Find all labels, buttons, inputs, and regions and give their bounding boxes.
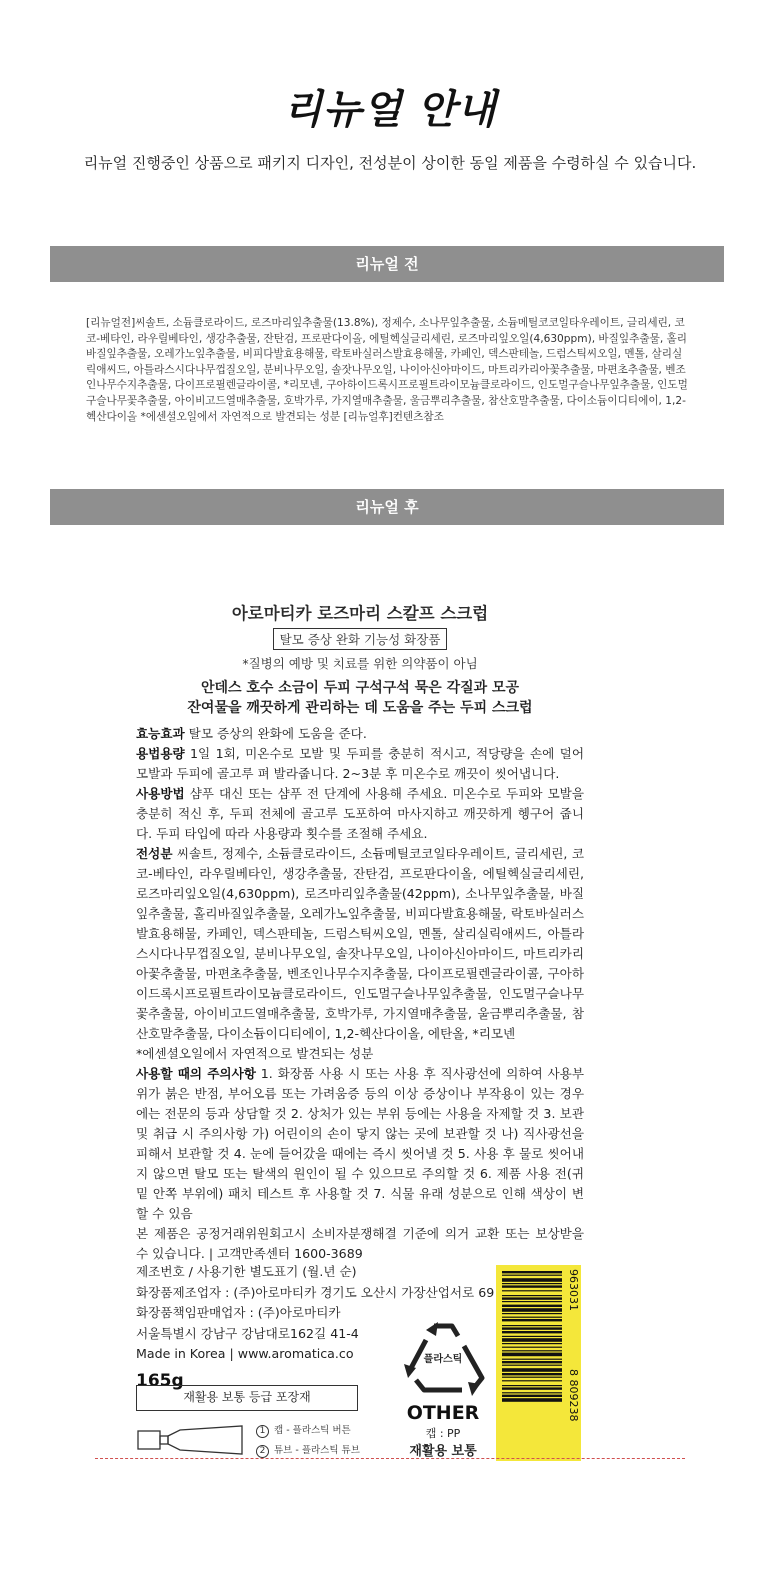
barcode-bar <box>502 1365 562 1366</box>
barcode-bar <box>502 1317 562 1318</box>
caution-title: 사용할 때의 주의사항 <box>136 1066 256 1081</box>
barcode-bar <box>502 1343 562 1344</box>
barcode <box>496 1265 581 1461</box>
essential-oil-note: *에센셜오일에서 자연적으로 발견되는 성분 <box>136 1046 374 1061</box>
barcode-bar <box>502 1327 562 1329</box>
ingredients-title: 전성분 <box>136 846 173 861</box>
effect-section <box>136 724 584 744</box>
barcode-bar <box>502 1325 562 1326</box>
lot-info: 제조번호 / 사용기한 별도표기 (월.년 순) <box>136 1264 357 1279</box>
medicine-note: *질병의 예방 및 치료를 위한 의약품이 아님 <box>242 656 478 671</box>
recycle-triangle-icon <box>398 1318 488 1396</box>
barcode-bar <box>502 1353 562 1357</box>
manufacturer-line: 화장품제조업자 : (주)아로마티카 경기도 오산시 가장산업서로 69 <box>136 1284 495 1300</box>
description-line-2: 잔여물을 깨끗하게 관리하는 데 도움을 주는 두피 스크럽 <box>187 700 533 716</box>
effect-text: 탈모 증상의 완화에 도움을 준다. <box>184 726 367 741</box>
usage-title: 사용방법 <box>136 786 185 801</box>
recycle-grade-box: 재활용 보통 등급 포장재 <box>136 1385 358 1411</box>
part-cap <box>256 1421 360 1441</box>
barcode-graphic <box>496 1265 581 1461</box>
functional-cosmetic-box: 탈모 증상 완화 기능성 화장품 <box>273 628 448 650</box>
net-weight: 165g <box>136 1370 184 1391</box>
part-1-number: 1 <box>256 1425 269 1438</box>
renewal-notice: 리뉴얼 진행중인 상품으로 패키지 디자인, 전성분이 상이한 동일 제품을 수령하실 수 있습니다. <box>83 154 697 172</box>
product-label <box>136 600 584 1264</box>
parts-list <box>256 1421 360 1461</box>
recycle-grade-label: 재활용 보통 <box>409 1444 477 1459</box>
dosage-title: 용법용량 <box>136 746 185 761</box>
recycle-other-label: OTHER <box>406 1402 480 1424</box>
dosage-section <box>136 744 584 784</box>
barcode-bar <box>502 1380 562 1381</box>
usage-text: 샴푸 대신 또는 샴푸 전 단계에 사용해 주세요. 미온수로 두피와 모발을 충분히 적신 후, 두피 전체에 골고루 도포하여 마사지하고 깨끗하게 헹구어 줍니다. 두피 타입에 따라 사용량과 횟수를 조절해 주세요. <box>136 786 584 841</box>
recycle-badge-text: 플라스틱 <box>423 1354 463 1365</box>
barcode-bar <box>502 1338 562 1342</box>
seller-line: 화장품책임판매업자 : (주)아로마티카 <box>136 1305 341 1320</box>
barcode-bar <box>502 1278 562 1282</box>
barcode-bar <box>502 1275 562 1276</box>
barcode-bar <box>502 1373 562 1375</box>
barcode-bar <box>502 1398 562 1402</box>
made-in-line: Made in Korea | www.aromatica.co <box>136 1346 354 1361</box>
before-renewal-bar: 리뉴얼 전 <box>50 246 724 282</box>
barcode-bar <box>502 1297 562 1299</box>
tube-icon <box>136 1424 246 1456</box>
barcode-bar <box>502 1308 562 1312</box>
barcode-bar <box>502 1283 562 1284</box>
compensation-text: 본 제품은 공정거래위원회고시 소비자분쟁해결 기준에 의거 교환 또는 보상받을 수 있습니다. | 고객만족센터 1600-3689 <box>136 1226 584 1261</box>
barcode-bar <box>502 1295 562 1296</box>
caution-section <box>136 1064 584 1224</box>
barcode-bar <box>502 1336 562 1337</box>
part-cap-text: 캡 - 플라스틱 버튼 <box>274 1425 351 1436</box>
barcode-bar <box>502 1395 562 1397</box>
caution-text: 1. 화장품 사용 시 또는 사용 후 직사광선에 의하여 사용부위가 붉은 반점, 부어오름 또는 가려움증 등의 이상 증상이나 부작용이 있는 경우에는 전문의 등과 상담할 것 2. 상처가 있는 부위 등에는 사용을 자제할 것 3. 보관 및 취급 시 주의사항 가) 어린이의 손이 닿지 않는 곳에 보관할 것 나) 직사광선을 피해서 보관할 것 4. 눈에 들어갔을 때에는 즉시 씻어낼 것 5. 사용 후 물로 씻어내지 않으면 탈모 또는 탈색의 원인이 될 수 있으므로 주의할 것 6. 제품 사용 전(귀 밑 안쪽 부위에) 패치 테스트 후 사용할 것 7. 식물 유래 성분으로 인해 색상이 변할 수 있음 <box>136 1066 584 1221</box>
description-line-1: 안데스 호수 소금이 두피 구석구석 묵은 각질과 모공 <box>200 680 520 696</box>
dosage-text: 1일 1회, 미온수로 모발 및 두피를 충분히 적시고, 적당량을 손에 덜어 모발과 두피에 골고루 펴 발라줍니다. 2~3분 후 미온수로 깨끗이 씻어냅니다. <box>136 746 584 781</box>
before-ingredients-text: [리뉴얼전]씨솔트, 소듐클로라이드, 로즈마리잎추출물(13.8%), 정제수, 소나무잎추출물, 소듐메틸코코일타우레이트, 글리세린, 코코-베타인, 라우릴베타인, 생강추출물, 잔탄검, 프로판다이올, 에틸헥실글리세린, 로즈마리잎오일(4,630ppm), 바질잎추출물, 홀리바질잎추출물, 오레가노잎추출물, 비피다발효용해물, 락토바실러스발효용해물, 카페인, 덱스판테놀, 드럼스틱씨오일, 멘톨, 살리실릭애씨드, 아틀라스시다나무껍질오일, 분비나무오일, 솔잣나무오일, 나이아신아마이드, 마트리카리아꽃추출물, 마편초추출물, 벤조인나무수지추출물, 다이프로필렌글라이콜, *리모넨, 구아하이드록시프로필트라이모늄클로라이드, 인도멀구슬나무잎추출물, 인도멀구슬나무꽃추출물, 아이비고드열매추출물, 호박가루, 가지열매추출물, 울금뿌리추출물, 참산호말추출물, 다이소듐이디티에이, 1,2-헥산다이올 *에센셜오일에서 자연적으로 발견되는 성분 [리뉴얼후]컨텐츠참조 <box>86 317 688 423</box>
after-renewal-bar: 리뉴얼 후 <box>50 489 724 525</box>
barcode-bar <box>502 1313 562 1314</box>
barcode-bar <box>502 1377 562 1378</box>
barcode-bar <box>502 1368 562 1372</box>
barcode-bar <box>502 1301 562 1302</box>
usage-section <box>136 784 584 844</box>
barcode-bar <box>502 1285 562 1287</box>
barcode-bar <box>502 1392 562 1393</box>
part-tube-text: 튜브 - 플라스틱 튜브 <box>274 1445 360 1456</box>
barcode-bar <box>502 1305 562 1307</box>
barcode-bar <box>502 1290 562 1291</box>
barcode-bar <box>502 1350 562 1351</box>
barcode-number-right: 963031 <box>567 1269 580 1311</box>
product-name: 아로마티카 로즈마리 스칼프 스크럽 <box>231 604 489 623</box>
barcode-bar <box>502 1347 562 1348</box>
part-2-number: 2 <box>256 1445 269 1458</box>
barcode-bar <box>502 1331 562 1333</box>
barcode-number-left: 8 809238 <box>567 1369 580 1422</box>
effect-title: 효능효과 <box>136 726 185 741</box>
barcode-bar <box>502 1385 562 1386</box>
product-description <box>136 678 584 718</box>
address-line: 서울특별시 강남구 강남대로162길 41-4 <box>136 1325 359 1341</box>
ingredients-section <box>136 844 584 1044</box>
ingredients-text: 씨솔트, 정제수, 소듐클로라이드, 소듐메틸코코일타우레이트, 글리세린, 코코-베타인, 라우릴베타인, 생강추출물, 잔탄검, 프로판다이올, 에틸헥실글리세린, 로즈마리잎오일(4,630ppm), 로즈마리잎추출물(42ppm), 소나무잎추출물, 바질잎추출물, 홀리바질잎추출물, 오레가노잎추출물, 비피다발효용해물, 락토바실러스발효용해물, 카페인, 덱스판테놀, 드럼스틱씨오일, 멘톨, 살리실릭애씨드, 아틀라스시다나무껍질오일, 분비나무오일, 솔잣나무오일, 나이아신아마이드, 마트리카리아꽃추출물, 마편초추출물, 벤조인나무수지추출물, 다이프로필렌글라이콜, 구아하이드록시프로필트라이모늄클로라이드, 인도멀구슬나무잎추출물, 인도멀구슬나무꽃추출물, 아이비고드열매추출물, 호박가루, 가지열매추출물, 울금뿌리추출물, 참산호말추출물, 다이소듐이디티에이, 1,2-헥산다이올, 에탄올, *리모넨 <box>136 846 584 1041</box>
cut-line <box>95 1458 685 1459</box>
barcode-bar <box>502 1319 562 1321</box>
page-title: 리뉴얼 안내 <box>283 87 497 133</box>
barcode-bar <box>502 1359 562 1360</box>
recycle-cap-label: 캡 : PP <box>425 1427 461 1440</box>
barcode-bar <box>502 1361 562 1363</box>
barcode-bar <box>502 1387 562 1389</box>
barcode-bar <box>502 1271 562 1273</box>
